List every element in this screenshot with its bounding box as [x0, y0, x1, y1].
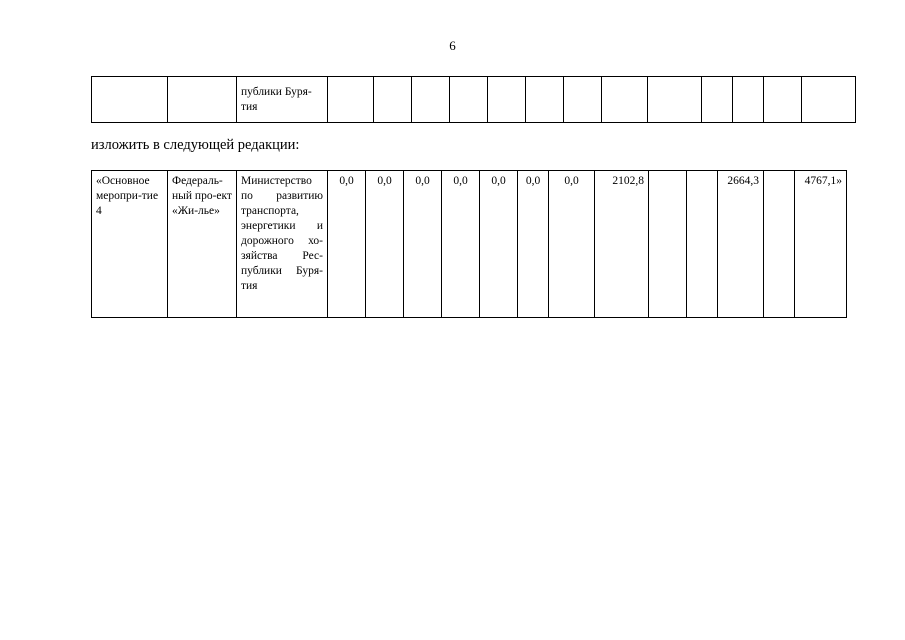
- table-cell: [526, 77, 564, 123]
- value-cell: 2102,8: [595, 171, 649, 318]
- value-cell: [649, 171, 687, 318]
- table-cell: [488, 77, 526, 123]
- value-cell: 4767,1»: [795, 171, 847, 318]
- table-cell: публики Буря- тия: [237, 77, 328, 123]
- table-continuation: [91, 76, 856, 123]
- value-cell: [687, 171, 718, 318]
- value-cell: 0,0: [366, 171, 404, 318]
- table-cell: [450, 77, 488, 123]
- table-cell: [374, 77, 412, 123]
- table-cell: [168, 77, 237, 123]
- table-cell: [412, 77, 450, 123]
- table-cell: [564, 77, 602, 123]
- table-cell: [648, 77, 702, 123]
- table-cell: [764, 77, 802, 123]
- value-cell: 0,0: [404, 171, 442, 318]
- value-cell: 0,0: [518, 171, 549, 318]
- page-number: 6: [449, 38, 456, 53]
- value-cell: [764, 171, 795, 318]
- table-amended: [91, 170, 847, 318]
- table-row: [92, 171, 847, 318]
- table-cell: [802, 77, 856, 123]
- value-cell: 0,0: [480, 171, 518, 318]
- measure-name-cell: «Основное меропри-тие 4: [92, 171, 168, 318]
- executor-cell: Министерство по развитию транспорта, энергетики и дорожного хо-зяйства Рес-публики Буря-тия: [237, 171, 328, 318]
- table-cell: [328, 77, 374, 123]
- table-cell: [602, 77, 648, 123]
- value-cell: 0,0: [549, 171, 595, 318]
- value-cell: 0,0: [328, 171, 366, 318]
- project-name-cell: Федераль-ный про-ект «Жи-лье»: [168, 171, 237, 318]
- table-cell: [733, 77, 764, 123]
- table-cell: [702, 77, 733, 123]
- value-cell: 2664,3: [718, 171, 764, 318]
- value-cell: 0,0: [442, 171, 480, 318]
- table-row: [92, 77, 856, 123]
- table-cell: [92, 77, 168, 123]
- intro-text: изложить в следующей редакции:: [91, 137, 300, 153]
